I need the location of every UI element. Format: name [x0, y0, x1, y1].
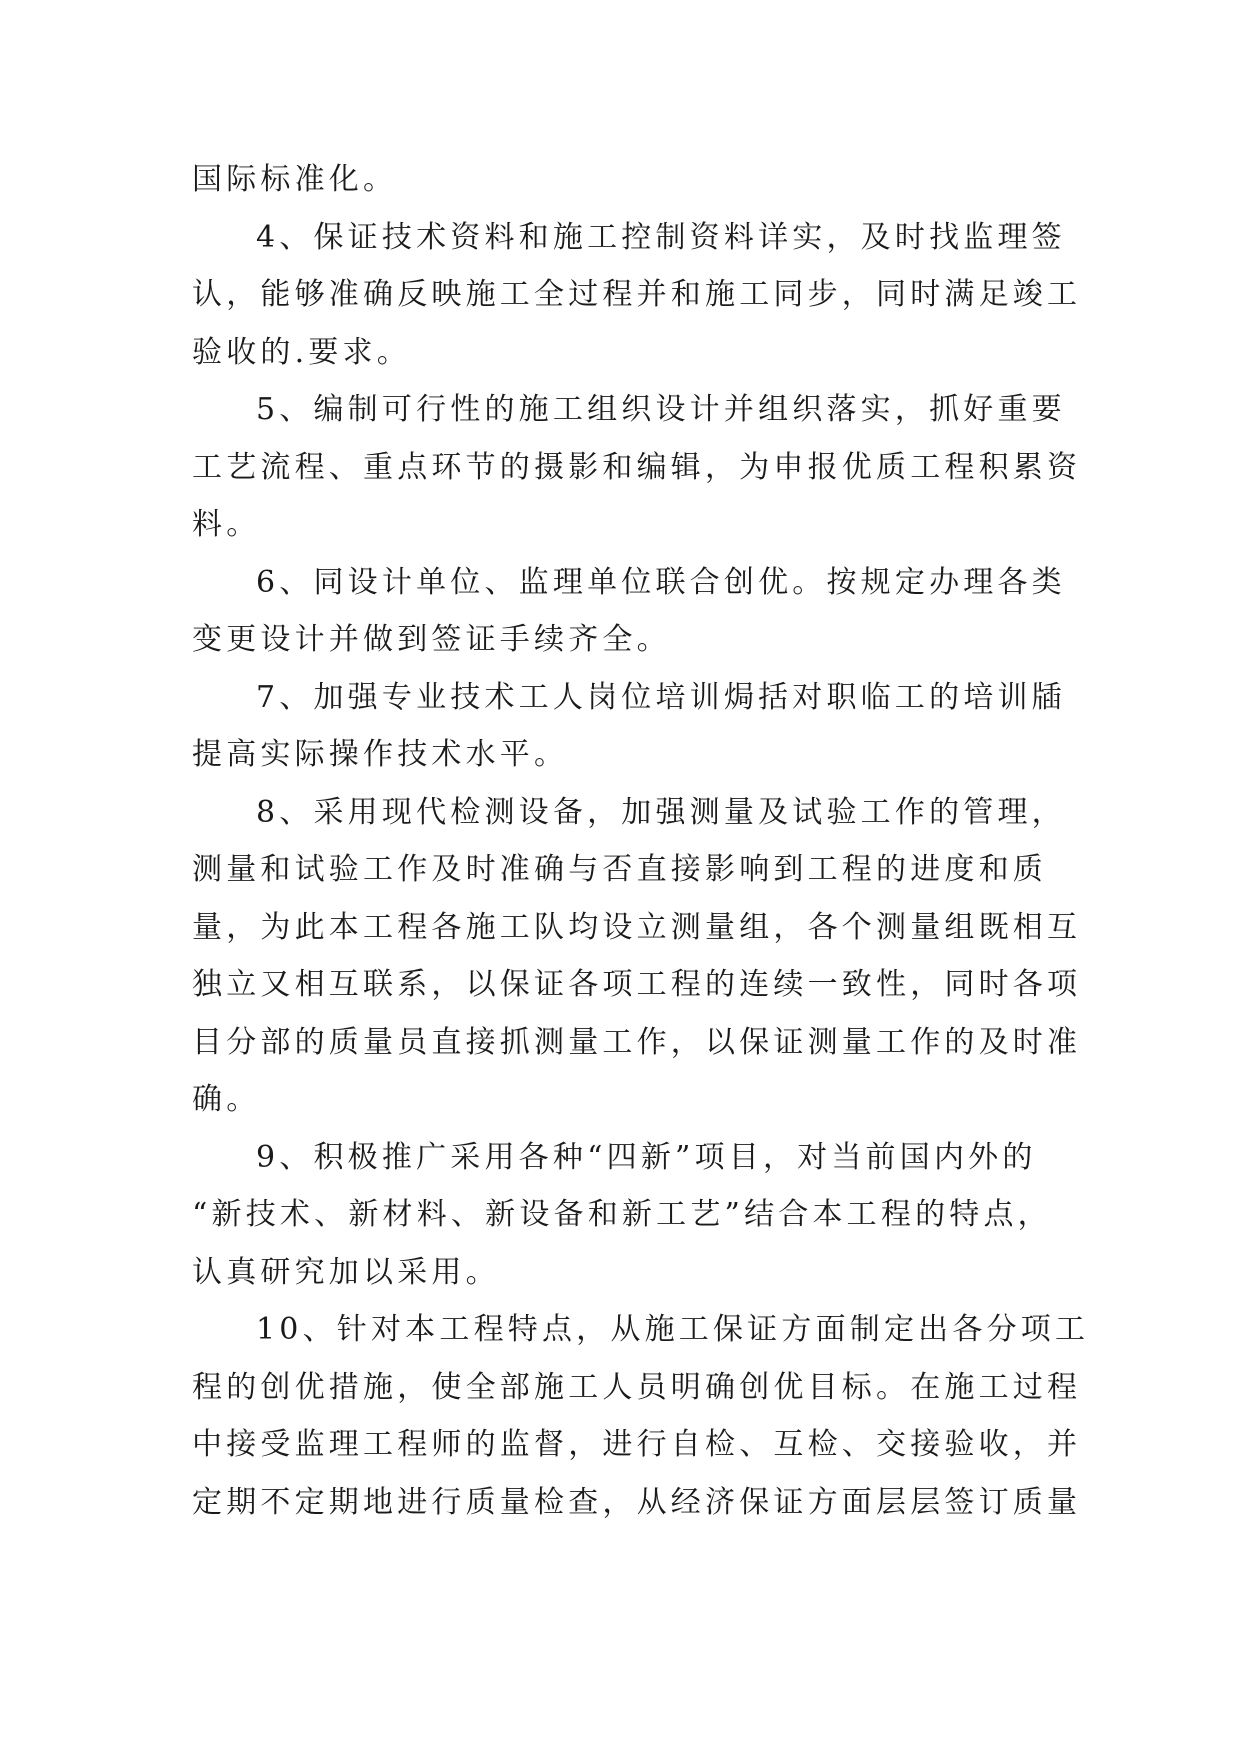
text-line-1: 国际标准化。 — [192, 162, 398, 197]
text-line-8: 6、同设计单位、监理单位联合创优。按规定办理各类 — [256, 564, 1066, 600]
document-body — [192, 151, 1090, 1531]
text-line-10: 7、加强专业技术工人岗位培训焗括对职临工的培训牐 — [256, 679, 1066, 715]
text-line-13: 测量和试验工作及时准确与否直接影响到工程的进度和质 — [192, 852, 1047, 887]
text-line-2: 4、保证技术资料和施工控制资料详实，及时找监理签 — [256, 219, 1066, 255]
text-line-22: 程的创优措施，使全部施工人员明确创优目标。在施工过程 — [192, 1369, 1082, 1405]
text-line-5: 5、编制可行性的施工组织设计并组织落实，抓好重要 — [256, 392, 1066, 427]
text-line-11: 提高实际操作技术水平。 — [192, 737, 569, 772]
text-line-16: 目分部的质量员直接抓测量工作，以保证测量工作的及时准 — [192, 1024, 1082, 1060]
text-line-3: 认，能够准确反映施工全过程并和施工同步，同时满足竣工 — [192, 277, 1082, 312]
text-line-17: 确。 — [192, 1082, 261, 1117]
text-line-12: 8、采用现代检测设备，加强测量及试验工作的管理， — [256, 794, 1066, 830]
text-line-4: 验收的.要求。 — [192, 334, 411, 370]
text-line-18: 9、积极推广采用各种“四新”项目，对当前国内外的 — [256, 1139, 1037, 1175]
text-line-21: 10、针对本工程特点，从施工保证方面制定出各分项工 — [256, 1312, 1090, 1347]
text-line-23: 中接受监理工程师的监督，进行自检、互检、交接验收，并 — [192, 1427, 1082, 1462]
text-line-9: 变更设计并做到签证手续齐全。 — [192, 622, 671, 657]
text-line-19: “新技术、新材料、新设备和新工艺”结合本工程的特点， — [192, 1197, 1052, 1232]
text-line-20: 认真研究加以采用。 — [192, 1254, 500, 1290]
text-line-6: 工艺流程、重点环节的摄影和编辑，为申报优质工程积累资 — [192, 449, 1082, 485]
text-line-7: 料。 — [192, 507, 261, 542]
text-line-24: 定期不定期地进行质量检查，从经济保证方面层层签订质量 — [192, 1484, 1082, 1520]
text-line-15: 独立又相互联系，以保证各项工程的连续一致性，同时各项 — [192, 967, 1082, 1002]
text-line-14: 量，为此本工程各施工队均设立测量组，各个测量组既相互 — [192, 909, 1082, 945]
